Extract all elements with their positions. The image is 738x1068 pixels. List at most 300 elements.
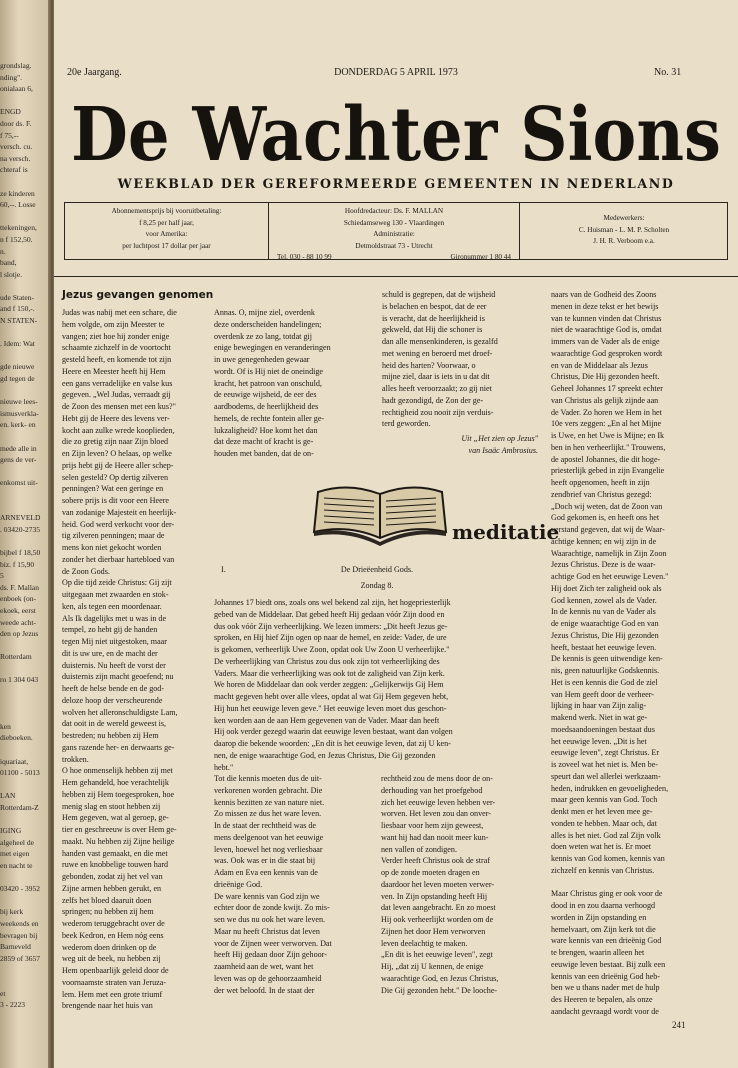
telephone: Tel. 030 - 88 10 99	[277, 253, 332, 261]
article-line: wederom teruggebracht over de	[62, 919, 165, 928]
previous-page-fragment: 5	[0, 571, 4, 581]
article-line: trokken.	[62, 754, 89, 764]
meditation-line: achtige God en het eeuwige Leven."	[551, 572, 669, 581]
meditation-line: daarop die bekende woorden: „En dit is het eeuwige leven, dat zij U ken-	[214, 739, 451, 748]
article-line: tempel, zo hebt gij de handen	[62, 625, 158, 635]
meditation-line: aandacht gevraagd wordt voor de	[551, 1006, 659, 1016]
meditation-line: zendbrief van Christus gezegd:	[551, 489, 652, 499]
meditation-line: De kennis is geen uitwendige ken-	[551, 654, 663, 664]
meditation-line	[214, 597, 540, 773]
previous-page-fragment	[0, 385, 48, 397]
meditation-line: ben in hen verheerlijkt." Trouwens,	[551, 442, 666, 452]
previous-page-fragment: and f 150,-.	[0, 304, 35, 314]
previous-page-fragment: nieuwe lees-	[0, 397, 38, 407]
previous-page-fragment: ro 1 304 043	[0, 675, 39, 685]
article-line	[214, 307, 367, 460]
article-line: die zo gretig zijn naar Zijn bloed	[62, 437, 169, 447]
article-line: kocht aan zulke wrede kooplieden,	[62, 425, 175, 435]
article-line: Zijne armen hebben gerukt, en	[62, 883, 162, 893]
article-line: aardbodems, de heerlijkheid des	[214, 402, 319, 411]
meditatie-label: meditatie	[452, 520, 560, 544]
article-line: alles heeft veroorzaakt; zo gij niet	[382, 384, 492, 393]
meditation-line: en van de Middelaar als Jezus	[551, 360, 648, 370]
previous-page-fragment: 03420 - 3952	[0, 884, 40, 894]
meditation-line: echter door de zonde kwijt. Zo mis-	[214, 903, 330, 913]
meditation-line: drieënige God.	[214, 879, 263, 889]
previous-page-fragment: bij kerk	[0, 907, 24, 917]
article-line: brengende naar het huis van	[62, 1001, 153, 1011]
article-line: gans razende her- en derwaarts ge-	[62, 742, 175, 752]
meditation-line	[214, 773, 370, 996]
previous-page-fragment: Barneveld	[0, 942, 31, 952]
article-line: hem volgde, om zijn Meester te	[62, 319, 165, 329]
issue-date: DONDERDAG 5 APRIL 1973	[334, 67, 458, 78]
article-line: schuld is gegrepen, dat de wijsheid	[382, 290, 496, 299]
meditation-line: het eeuwige leven. „Dit is het	[551, 736, 647, 746]
article-line: een gans verradelijke en valse kus	[62, 378, 173, 388]
meditation-line: dus ook vóór Zijn verheerlijking. We lezen immers: „Dit heeft Jezus ge-	[214, 621, 448, 631]
previous-page-fragment: ttekeningen,	[0, 223, 37, 233]
previous-page-fragment: N STATEN-	[0, 316, 38, 326]
meditation-line	[381, 773, 540, 996]
article-line: dat ooit in de wereld geweest is,	[62, 719, 167, 729]
previous-page-fragment: ds. F. Mallan	[0, 582, 39, 592]
previous-page-fragment	[0, 95, 48, 107]
article-line: dit is uw ure, en de macht der	[62, 648, 158, 658]
article-line: hebben zij Hem toegesproken, hoe	[62, 789, 175, 799]
meditation-line: sen we dus nu ook het ware leven.	[214, 915, 326, 924]
previous-page-fragment	[0, 709, 48, 721]
previous-page-fragment: met eigen	[0, 849, 30, 859]
giro-number: Gironummer 1 80 44	[450, 253, 511, 261]
meditation-line: makend werk. Niet in wat ge-	[551, 713, 648, 722]
meditation-line: voor de Zijnen weer verworven. Dat	[214, 938, 332, 948]
meditation-line	[551, 289, 709, 1018]
meditation-line	[551, 877, 709, 889]
meditation-line: Jezus Christus. Deze is de waar-	[551, 560, 656, 570]
editor-info: Hoofdredacteur: Ds. F. MALLAN Schiedamseweg 130 - Vlaardingen Administratie: Detmoldstraat 73 - Utrecht Tel. 030 - 88 10 99 Gironummer 1 80 44	[269, 203, 519, 259]
previous-page-fragment: biz. f 15,90	[0, 559, 35, 569]
article-line: wederom doen drinken op de	[62, 942, 157, 952]
article-line: Hem openbaarlijk geleid door de	[62, 966, 169, 975]
meditation-line: God kennen, zowel als de Vader.	[551, 595, 657, 605]
meditation-line: Hij doet Zich ter zaligheid ook als	[551, 583, 662, 593]
meditation-line: want hij had dan nooit meer kun-	[381, 832, 489, 842]
meditation-line: op de zonde moeten dragen en	[381, 868, 480, 877]
article-line: zonder het dierbaar hartebloed van	[62, 554, 175, 564]
meditation-line: rechtheid zou de mens door de on-	[381, 774, 493, 783]
article-line: O hoe onmenselijk hebben zij met	[62, 766, 173, 776]
meditation-line: 10e vers zeggen: „En al het Mijne	[551, 419, 662, 429]
previous-page-fragment: IGING	[0, 826, 22, 836]
meditation-line: dat leven aangebracht. En zo moest	[381, 903, 496, 913]
previous-page-fragment: ude Staten-	[0, 292, 34, 302]
article-line: maakt. Nu hebben zij Zijne heilige	[62, 836, 175, 846]
article-line: wolven het alleronschuldigste Lam,	[62, 707, 178, 717]
meditation-line: ven. In Zijn opstanding heeft Hij	[381, 891, 488, 901]
meditation-line: van Hem geeft door de verheer-	[551, 689, 654, 699]
meditation-line: gebed van de Middelaar. Dat gebed heeft Hij gedaan vóór Zijn dood en	[214, 609, 445, 619]
meditation-line: ware kennis van een drieënig God	[551, 936, 662, 946]
previous-page-fragment: onialaan 6,	[0, 84, 33, 94]
previous-page-fragment: band,	[0, 258, 17, 268]
meditation-line: mens deelgenoot van het eeuwige	[214, 832, 324, 842]
meditation-line: daardoor het leven moeten verwer-	[381, 879, 495, 889]
meditation-line: moedsaandoeningen bestaat dus	[551, 724, 655, 734]
previous-page-fragment	[0, 964, 48, 976]
article-line: rechtigheid zou nooit zijn verduis-	[382, 407, 494, 417]
masthead-subtitle: WEEKBLAD DER GEREFORMEERDE GEMEENTEN IN NEDERLAND	[117, 176, 675, 191]
article-source: Uit „Het zien op Jezus"	[461, 434, 538, 443]
previous-page-fragment: algeheel de	[0, 837, 34, 847]
meditation-line: Het is een kennis die God de ziel	[551, 677, 658, 687]
previous-page-fragment: enkomst uit-	[0, 478, 38, 488]
previous-page-fragment: ismusverkla-	[0, 408, 39, 418]
previous-page-fragment: bijbel f 18,50	[0, 547, 41, 557]
article-line: heid des harten? Voorwaar, o	[382, 360, 476, 370]
article-line	[62, 307, 206, 1012]
meditation-line: Maar nu heeft Christus dat leven	[214, 926, 320, 936]
previous-page-fragment	[0, 814, 48, 826]
meditation-line: De ware kennis van God zijn we	[214, 891, 320, 901]
meditation-line: kennis van God komen, kennis van	[551, 854, 665, 863]
meditation-title: De Drieëenheid Gods.	[340, 565, 414, 574]
meditation-line: Zijnen het door Hem verworven	[381, 926, 486, 936]
meditation-line: priesterlijk gebed in zijn Evangelie	[551, 466, 665, 476]
previous-page-fragment	[0, 698, 48, 710]
article-line: wordt. Of is Hij niet de oneindige	[214, 366, 324, 376]
meditation-line: kennis bezitten ze van nature niet.	[214, 797, 325, 807]
meditation-line: Hij hun het eeuwige leven geve." Het eeuwige leven moet dus geschon-	[214, 703, 447, 713]
article-line: lem. Hem met een grote triumf	[62, 989, 163, 999]
meditation-line: worven. Het leven zou dan onver-	[381, 809, 491, 819]
newspaper-page	[54, 0, 738, 1068]
article-line: tier en geschreeuw is over Hem ge-	[62, 825, 177, 834]
article-line: deze onderscheiden handelingen;	[214, 319, 322, 329]
previous-page-text	[0, 60, 48, 1038]
article-line: mijne ziel, daar is iets in u dat dit	[382, 372, 490, 382]
article-source-author: van Isaäc Ambrosius.	[468, 445, 538, 455]
article-line: Annas. O, mijne ziel, overdenk	[214, 308, 315, 317]
previous-page-fragment	[0, 686, 48, 698]
article-line: overdenk ze zo lang, totdat gij	[214, 331, 312, 341]
meditation-line: Johannes 17 biedt ons, zoals ons wel bekend zal zijn, het hogepriesterlijk	[214, 598, 451, 607]
article-line: duisternis zijn macht geoefend; nu	[62, 672, 174, 682]
meditation-line: zaamheid aan de wet, want het	[214, 962, 314, 971]
article-line: beek Kedron, en Hem nóg eens	[62, 930, 164, 940]
meditation-line: achtige kennen; en wij zijn in de	[551, 536, 657, 546]
article-line: Heere en Meester heeft hij Hem	[62, 366, 166, 376]
open-bible-icon	[308, 480, 452, 550]
meditation-line: heeft Hij gedaan door Zijn gehoor-	[214, 950, 327, 960]
meditation-column-1	[214, 773, 370, 996]
meditation-roman-numeral: I.	[221, 565, 226, 574]
meditation-line: des Heeren te bepalen, als onze	[551, 995, 653, 1004]
previous-page-fragment	[0, 663, 48, 675]
masthead-title	[54, 84, 738, 176]
previous-page-fragment: n f 152,50.	[0, 234, 33, 244]
article-line: heeft de helse bende en de god-	[62, 684, 165, 693]
previous-page-fragment: weekends en	[0, 918, 39, 928]
meditation-line: de enige waarachtige God en van	[551, 619, 659, 628]
meditation-line: nen vallen of zondigen.	[381, 844, 457, 854]
previous-page-fragment: f 75,--	[0, 130, 19, 140]
meditation-intro	[214, 597, 540, 773]
meditation-line: eeuwige leven bestaat. Bij zulk een	[551, 959, 666, 969]
previous-page-fragment	[0, 744, 48, 756]
article-line: voornaamste straten van Jeruza-	[62, 977, 167, 987]
meditation-line: kennis van een drieënig God heb-	[551, 971, 661, 981]
meditation-column-3	[551, 289, 709, 1018]
article-line: in uwe genegenheden gewaar	[214, 355, 310, 364]
article-line: vangen; ziet hoe hij zonder enige	[62, 331, 170, 341]
masthead-title-text: De Wachter Sions	[71, 92, 721, 176]
meditation-line: hemelvaart, om Zijn kerk tot die	[551, 924, 656, 934]
article-column-2	[214, 307, 367, 460]
article-line: tegen Mij niet uitgestoken, maar	[62, 637, 167, 646]
meditation-line: De verheerlijking van Christus zou dus ook zijn tot verheerlijking des	[214, 656, 440, 666]
article-line: van zodanige Majesteit en heerlijk-	[62, 507, 177, 517]
previous-page-fragment: 60,--. Losse	[0, 200, 36, 210]
article-line: uitgegaan met zwaarden en stok-	[62, 590, 169, 599]
meditation-line: vonden te hebben. Maar och, dat	[551, 818, 657, 828]
meditation-line: was. Ook was er in die staat bij	[214, 856, 316, 866]
previous-page-fragment: en nacht te	[0, 860, 33, 870]
previous-page-fragment: den op Jezus	[0, 629, 39, 639]
meditation-line: Hij ook verheerlijkt worden om de	[381, 915, 494, 924]
previous-page-fragment	[0, 501, 48, 513]
article-line: Op die tijd zeide Christus: Gij zijt	[62, 578, 172, 588]
previous-page-fragment: . Idem: Wat	[0, 339, 35, 349]
previous-page-fragment	[0, 779, 48, 791]
info-box	[64, 202, 728, 260]
article-column-3	[382, 289, 538, 457]
meditation-subtitle: Zondag 8.	[360, 581, 394, 590]
meditation-line: Adam en Eva een kennis van de	[214, 868, 318, 877]
meditation-line: leven, hoewel het nog verliesbaar	[214, 844, 323, 854]
previous-page-fragment: door ds. F.	[0, 118, 32, 128]
meditation-line: Vaders. Maar die verheerlijking was ook tot de zaligheid van Zijn kerk.	[214, 668, 445, 678]
meditation-line: Christus, Die Hij gezonden heeft.	[551, 372, 660, 382]
meditation-line: derhouding van het proefgebod	[381, 785, 483, 795]
meditation-line: is zoveel wat het niet is. Men be-	[551, 760, 658, 769]
meditation-line: heeft opgenomen, heeft in zijn	[551, 478, 650, 487]
meditation-line: ken worden aan de aan Hem gegevenen van de Vader. Maar dan heeft	[214, 715, 440, 725]
meditation-line: Verder heeft Christus ook de straf	[381, 856, 491, 866]
article-line: mens kon niet gekocht worden	[62, 543, 162, 552]
meditation-line: eeuwige leven", zegt Christus. Er	[551, 748, 660, 758]
article-line: is belachen en bespot, dat de eer	[382, 301, 487, 311]
previous-page-fragment	[0, 280, 48, 292]
article-line: is veracht, dat de heerlijkheid is	[382, 313, 485, 323]
article-line: hadt gezondigd, de Zon der ge-	[382, 395, 484, 405]
previous-page-fragment: mede alle in	[0, 443, 37, 453]
staff-info: Medewerkers: C. Huisman - L. M. P. Scholten J. H. R. Verboom e.a.	[578, 214, 670, 245]
article-line: gekweld, dat Hij die schoner is	[382, 325, 483, 335]
article-line: selen gesteld? Op dertig zilveren	[62, 472, 169, 482]
meditation-line: Hij, „dat zij U kennen, de enige	[381, 962, 484, 971]
meditation-line: ben we u thans nader met de hulp	[551, 983, 660, 993]
previous-page-fragment	[0, 535, 48, 547]
meditation-line: worden in Zijn opstanding en	[551, 912, 647, 922]
previous-page-fragment: na versch.	[0, 153, 31, 163]
previous-page-fragment	[0, 211, 48, 223]
previous-page-fragment: ze kinderen	[0, 188, 35, 198]
previous-page-fragment: et	[0, 988, 6, 998]
article-line: terd geworden.	[382, 419, 431, 429]
previous-page-fragment	[0, 640, 48, 652]
meditation-line: lijking in haar van Zijn zalig-	[551, 701, 647, 711]
meditation-line: Jezus Christus, Die Hij gezonden	[551, 630, 659, 640]
previous-page-fragment: 2859 of 3657	[0, 953, 40, 963]
meditation-line: denkt men er het leven mee ge-	[551, 807, 653, 816]
meditation-line: Hij ook verder gezegd waarin dat eeuwige leven bestaat, want dan volgen	[214, 727, 453, 737]
previous-page-fragment: gens de ver-	[0, 455, 37, 465]
previous-page-fragment: n.	[0, 246, 6, 256]
page-number: 241	[672, 1020, 686, 1030]
article-line: heid. God werd verkocht voor der-	[62, 519, 175, 529]
article-line: bestreden; nu hebben zij Hem	[62, 731, 159, 740]
previous-page-fragment	[0, 176, 48, 188]
meditation-line: sproken, en Hij hief Zijn ogen op naar de hemel, en zeide: Vader, de ure	[214, 633, 447, 643]
meditation-line: heeft, bestaat het eeuwige leven.	[551, 642, 657, 652]
meditation-line: Tot die kennis moeten dus de uit-	[214, 774, 322, 783]
previous-page-fragment: gd tegen de	[0, 374, 35, 384]
previous-page-fragment: ken	[0, 721, 11, 731]
article-line: kracht, het patroon van onschuld,	[214, 378, 322, 388]
meditation-line: „Doch wij weten, dat de Zoon van	[551, 501, 663, 511]
meditation-line: alles is het niet. God zal Zijn volk	[551, 830, 661, 840]
meditation-line: leven was op de gehoorzaamheid	[214, 973, 322, 983]
article-line: weg uit de beek, nu hebben zij	[62, 954, 161, 964]
previous-page-fragment	[0, 872, 48, 884]
meditation-line: In de staat der rechtheid was de	[214, 821, 317, 830]
article-line: lukzaligheid? Hoe komt het dan	[214, 425, 318, 435]
meditation-line: naars van de Godheid des Zoons	[551, 290, 657, 299]
article-line: en Zijn leven? O helaas, op welke	[62, 449, 172, 458]
meditation-line: verkorenen worden gebracht. Die	[214, 785, 323, 795]
previous-page-fragment: l slotje.	[0, 269, 23, 279]
meditation-line: In de kennis nu van de Vader als	[551, 607, 656, 617]
meditation-line: „En dit is het eeuwige leven", zegt	[381, 950, 493, 960]
meditation-line: te brengen, waarin alleen het	[551, 948, 645, 957]
article-column-1	[62, 307, 206, 1012]
article-line: ken, als tegen een moordenaar.	[62, 601, 162, 611]
previous-page-fragment	[0, 431, 48, 443]
article-line: handen vast gemaakt, en die met	[62, 848, 168, 858]
article-line: dan alle mensenkinderen, is gezalfd	[382, 337, 498, 346]
meditation-line: verstand gegeven, dat wij de Waar-	[551, 525, 665, 534]
article-line	[382, 289, 538, 430]
article-line: gegeven. „Wel Judas, verraadt gij	[62, 390, 171, 400]
article-line: hemels, de rechte fontein aller ge-	[214, 413, 325, 423]
meditation-line: maar geen kennis van God. Toch	[551, 795, 658, 805]
article-line: gesteld heeft, en komende tot zijn	[62, 355, 172, 364]
previous-page-fragment: Rotterdam-Z	[0, 803, 39, 812]
meditation-line: speurt dan wel allerlei werkzaam-	[551, 771, 661, 781]
previous-page-fragment	[0, 976, 48, 988]
article-line: dat deze macht of kracht is ge-	[214, 437, 314, 447]
meditation-line: nen, de enige waarachtige God, en Jezus Christus, Die Gij gezonden	[214, 750, 436, 760]
article-line: de eeuwige wijsheid, de eer des	[214, 390, 317, 400]
meditation-line: menen in deze tekst er het bewijs	[551, 301, 659, 311]
previous-page-fragment: 01100 - 5013	[0, 768, 40, 778]
meditation-line: doen weten wat het is. Er moet	[551, 842, 652, 852]
previous-page-fragment: enboek (on-	[0, 594, 37, 604]
previous-page-fragment: . 03420-2735	[0, 524, 40, 534]
previous-page-fragment: grondslag.	[0, 61, 32, 70]
meditation-line: leven deelachtig te maken.	[381, 938, 468, 948]
previous-page-fragment	[0, 895, 48, 907]
meditation-line: de Vader. Zo horen we Hem in het	[551, 407, 662, 417]
meditation-line: heden, indrukken en gevoeligheden,	[551, 783, 669, 793]
meditation-line: liesbaar voor hem zijn geweest,	[381, 821, 484, 830]
previous-page-fragment: gde nieuwe	[0, 362, 35, 372]
article-line: Hem gegeven, wat al geroep, ge-	[62, 813, 169, 823]
article-line: penningen? Wat een geringe en	[62, 484, 164, 494]
issue-number: No. 31	[654, 67, 682, 78]
previous-page-fragment: nding".	[0, 72, 23, 82]
meditation-line: God gekomen is, en heeft ons het	[551, 513, 660, 523]
article-line: zelfs het bloed daaruit doen	[62, 895, 152, 905]
previous-page-fragment: bevragen bij	[0, 930, 38, 940]
previous-page-fragment: dieboeken.	[0, 733, 33, 743]
article-line: prijs hebt gij de Heere aller schep-	[62, 460, 174, 470]
article-line: deloze hoop der verscheurende	[62, 695, 163, 705]
article-line: sobere prijs is dit voor een Heere	[62, 496, 169, 505]
meditation-line: waarachtige God gesproken wordt	[551, 348, 663, 358]
article-line: gebonden, zodat zij het vel van	[62, 872, 163, 881]
previous-page-fragment	[0, 466, 48, 478]
meditation-line: Die Gij gezonden hebt." De looche-	[381, 985, 498, 995]
meditation-line: Waarachtige, namelijk in Zijn Zoon	[551, 548, 667, 558]
volume-label: 20e Jaargang.	[67, 67, 122, 78]
meditation-line: waarachtige God, en Jezus Christus,	[381, 973, 499, 983]
meditation-line: nis, geen natuurlijke Godskennis.	[551, 666, 660, 675]
article-line: Als Ik dagelijks met u was in de	[62, 613, 167, 623]
meditation-line: macht gegeven hebt over alle vlees, opdat al wat Gij Hem gegeven hebt,	[214, 692, 449, 701]
previous-page-fragment: ARNEVELD	[0, 513, 41, 523]
article-line: springen; nu hebben zij hem	[62, 907, 154, 917]
previous-page-fragment: 3 - 2223	[0, 1000, 25, 1010]
previous-page-fragment	[0, 350, 48, 362]
meditation-line: Geheel Johannes 17 spreekt echter	[551, 384, 663, 393]
previous-page-edge	[0, 0, 48, 1068]
previous-page-fragment: ENGD	[0, 107, 21, 117]
previous-page-fragment: versch. cu.	[0, 142, 33, 152]
article-line: tig zilveren penningen; maar de	[62, 531, 165, 541]
meditation-line: zichzelf en kennis van Christus.	[551, 865, 655, 875]
article-line: de Zoon Gods.	[62, 566, 110, 576]
meditation-line: niet de waarachtige God is, omdat	[551, 325, 662, 335]
meditation-line: is gekomen, verheerlijk Uwe Zoon, opdat ook Uw Zoon U verheerlijke."	[214, 645, 450, 654]
article-line: ruwe en knobbelige touwen hard	[62, 860, 169, 870]
previous-page-fragment: en. kerk- en	[0, 420, 36, 430]
subscription-info: Abonnementsprijs bij vooruitbetaling: f 8,25 per half jaar, voor Amerika: per luchtpost 17 dollar per jaar	[111, 207, 222, 250]
previous-page-fragment: Rotterdam	[0, 652, 32, 662]
article-line: menig slag en stoot hebben zij	[62, 801, 161, 811]
previous-page-fragment	[0, 327, 48, 339]
meditation-line: is Uwe, en het Uwe is Mijne; en Ik	[551, 431, 665, 440]
header-rule	[54, 276, 738, 277]
previous-page-fragment: weede acht-	[0, 617, 37, 627]
article-line: enige bewegingen en veranderingen	[214, 343, 331, 353]
previous-page-fragment: LAN	[0, 791, 16, 801]
meditation-line: immers van de Vader als de enige	[551, 337, 660, 346]
article-line: de Zoon des mensen met een kus?"	[62, 402, 176, 411]
meditation-line: dood in en zou daarna verhoogd	[551, 901, 656, 910]
article-line: Hebt gij de Heere des levens ver-	[62, 413, 170, 423]
